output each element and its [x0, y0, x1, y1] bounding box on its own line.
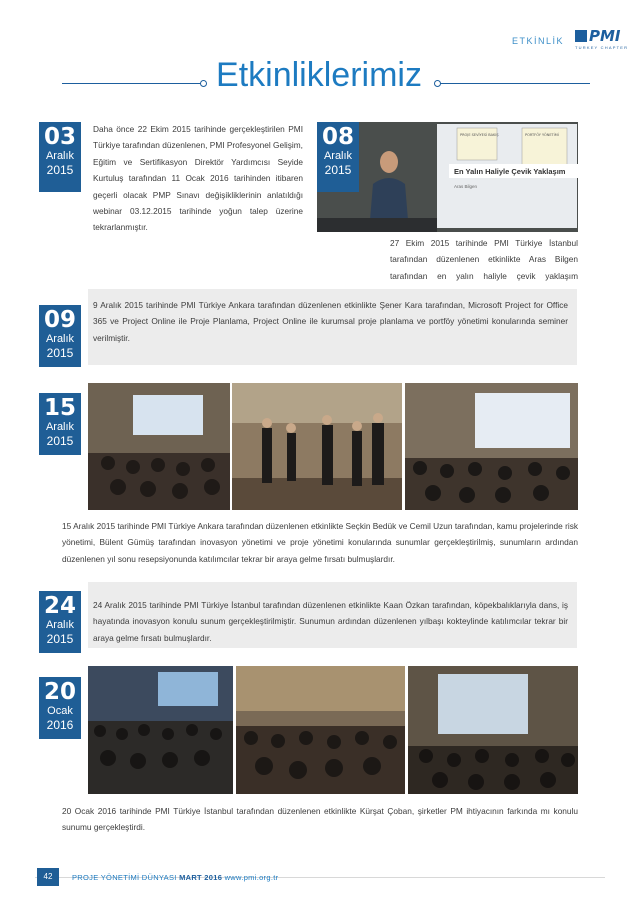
- event-24-text: 24 Aralık 2015 tarihinde PMI Türkiye İstanbul tarafından düzenlenen etkinlikte Kaan Özkan tarafından, köpekbalıklarıyla dans, iş hayatında inovasyon konulu sunum gerçekleştirilmiştir. Sunumun ardından düzenlenen yılbaşı kokteylinde katılımcılar tekrar bir araya gelme fırsatı bulmuşlardır.: [93, 600, 568, 643]
- event-20-photo-2: [236, 666, 405, 794]
- date-badge-09: [39, 305, 81, 367]
- footer-url: www.pmi.org.tr: [224, 873, 279, 882]
- event-03-text: Daha önce 22 Ekim 2015 tarihinde gerçekleştirilen PMI Türkiye tarafından düzenlenen, PMI Profesyonel Gelişim, Eğitim ve Sertifikasyon Direktör Yardımcısı Seyide Kurtuluş tarafından 11 Ocak 2016 tarihinden itibaren geçerli olacak PMP Sınavı değişikliklerinin anlatıldığı webinar 03.12.2015 tarihinde yoğun talep üzerine tekrarlanmıştır.: [93, 124, 303, 233]
- badge-month: Aralık: [45, 421, 75, 433]
- footer-text: [72, 873, 278, 882]
- pmi-logo: [575, 27, 629, 52]
- badge-day: 24: [43, 593, 76, 619]
- badge-year: 2015: [46, 434, 74, 448]
- badge-day: 15: [43, 395, 76, 421]
- badge-day: 20: [43, 679, 76, 705]
- issue-label: MART 2016: [179, 873, 223, 882]
- date-badge-15: [39, 393, 81, 455]
- event-15-photo-2: [232, 383, 402, 510]
- badge-month: Aralık: [45, 333, 75, 345]
- slide-name: Aras Bilgen: [454, 184, 478, 189]
- date-badge-24: [39, 591, 81, 653]
- event-15-photo-1: [88, 383, 230, 510]
- logo-subtitle: TURKEY CHAPTER: [575, 45, 629, 50]
- badge-day: 08: [321, 124, 354, 150]
- date-badge-08: [317, 122, 359, 192]
- badge-year: 2015: [46, 163, 74, 177]
- badge-day: 03: [43, 124, 76, 150]
- page-number: 42: [37, 868, 59, 886]
- badge-month: Ocak: [47, 705, 73, 717]
- logo-mark-icon: [575, 30, 587, 42]
- board-right-text: PORTFÖY YÖNETİMİ: [525, 133, 559, 137]
- badge-year: 2015: [46, 632, 74, 646]
- date-badge-03: [39, 122, 81, 192]
- event-20-photo-3: [408, 666, 578, 794]
- event-09-text: 9 Aralık 2015 tarihinde PMI Türkiye Ankara tarafından düzenlenen etkinlikte Şener Kara tarafından, Microsoft Project for Office 365 ve Project Online ile Proje Planlama, Project Online ile kurumsal proje planlama ve portföy yönetimi konularında seminer verilmiştir.: [93, 300, 568, 343]
- badge-month: Aralık: [323, 150, 353, 162]
- section-label: ETKİNLİK: [512, 36, 565, 46]
- logo-word: PMI: [589, 27, 621, 45]
- event-08-text: 27 Ekim 2015 tarihinde PMI Türkiye İstanbul tarafından düzenlenen etkinlikte Aras Bilgen tarafından en yalın haliyle çevik yaklaşım: [390, 238, 578, 281]
- magazine-name: PROJE YÖNETİMİ DÜNYASI: [72, 873, 177, 882]
- badge-month: Aralık: [45, 619, 75, 631]
- event-20-text: 20 Ocak 2016 tarihinde PMI Türkiye İstanbul tarafından düzenlenen etkinlikte Kürşat Çoban, şirketler PM ihtiyacının farkında mı konulu sunumu gerçekleştirdi.: [62, 806, 578, 833]
- page-title: Etkinliklerimiz: [216, 56, 422, 94]
- event-15-text: 15 Aralık 2015 tarihinde PMI Türkiye Ankara tarafından düzenlenen etkinlikte Seçkin Bedük ve Cemil Uzun tarafından, kamu projelerinde risk yönetimi, Bülent Gümüş tarafından inovasyon yönetimi ve proje yönetimi konularında sunumlar gerçekleştirilmiş, sunumların ardından düzenlenen yıl sonu resepsiyonunda katılımcılar tekrar bir araya gelme fırsatı bulmuşlardır.: [62, 521, 578, 564]
- event-20-photo-1: [88, 666, 233, 794]
- badge-year: 2016: [46, 718, 74, 732]
- event-15-photo-3: [405, 383, 578, 510]
- board-left-text: PROJE SEVİYESİ BAKIŞ: [460, 133, 499, 137]
- badge-day: 09: [43, 307, 76, 333]
- badge-year: 2015: [324, 163, 352, 177]
- slide-title: En Yalın Haliyle Çevik Yaklaşım: [454, 167, 566, 176]
- date-badge-20: [39, 677, 81, 739]
- badge-year: 2015: [46, 346, 74, 360]
- badge-month: Aralık: [45, 150, 75, 162]
